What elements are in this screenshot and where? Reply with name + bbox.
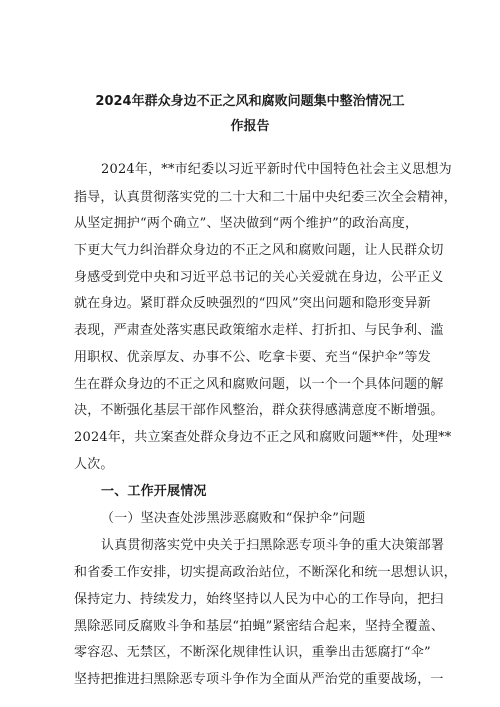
paragraph-line: 黑除恶同反腐败斗争和基层“拍蝇”紧密结合起来，坚持全覆盖、 bbox=[74, 619, 445, 634]
paragraph-line: 保持定力、持续发力，始终坚持以人民为中心的工作导向，把扫 bbox=[74, 592, 444, 607]
paragraph-line: 下更大气力纠治群众身边的不正之风和腐败问题，让人民群众切 bbox=[74, 243, 444, 258]
subsection-heading: （一）坚决查处涉黑涉恶腐败和“保护伞”问题 bbox=[101, 511, 366, 526]
paragraph-line: 就在身边。紧盯群众反映强烈的“四风”突出问题和隐形变异新 bbox=[74, 296, 431, 311]
paragraph-line: 生在群众身边的不正之风和腐败问题，以一个一个具体问题的解 bbox=[74, 377, 444, 392]
paragraph-line: 和省委工作安排，切实提高政治站位，不断深化和统一思想认识， bbox=[74, 565, 457, 580]
paragraph-line: 认真贯彻落实党中央关于扫黑除恶专项斗争的重大决策部署 bbox=[101, 538, 445, 553]
paragraph-line: 指导，认真贯彻落实党的二十大和二十届中央纪委三次全会精神， bbox=[74, 190, 457, 205]
paragraph-line: 表现，严肃查处落实惠民政策缩水走样、打折扣、与民争利、滥 bbox=[74, 323, 444, 338]
document-title: 2024年群众身边不正之风和腐败问题集中整治情况工 bbox=[95, 94, 405, 109]
paragraph-line: 决，不断强化基层干部作风整治，群众获得感满意度不断增强。 bbox=[74, 403, 444, 418]
document-title-continued: 作报告 bbox=[230, 119, 270, 134]
paragraph-line: 从坚定拥护“两个确立”、坚决做到“两个维护”的政治高度， bbox=[74, 216, 419, 231]
paragraph-line: 人次。 bbox=[74, 457, 114, 472]
paragraph-line: 坚持把推进扫黑除恶专项斗争作为全面从严治党的重要战场，一 bbox=[74, 672, 444, 687]
paragraph-line: 用职权、优亲厚友、办事不公、吃拿卡要、充当“保护伞”等发 bbox=[74, 350, 431, 365]
paragraph-line: 2024年，共立案查处群众身边不正之风和腐败问题**件，处理** bbox=[74, 430, 452, 445]
paragraph-line: 身感受到党中央和习近平总书记的关心关爱就在身边，公平正义 bbox=[74, 270, 444, 285]
section-heading: 一、工作开展情况 bbox=[101, 484, 207, 499]
paragraph-line: 2024年，**市纪委以习近平新时代中国特色社会主义思想为 bbox=[101, 162, 452, 177]
paragraph-line: 零容忍、无禁区，不断深化规律性认识，重拳出击惩腐打“伞” bbox=[74, 645, 431, 660]
